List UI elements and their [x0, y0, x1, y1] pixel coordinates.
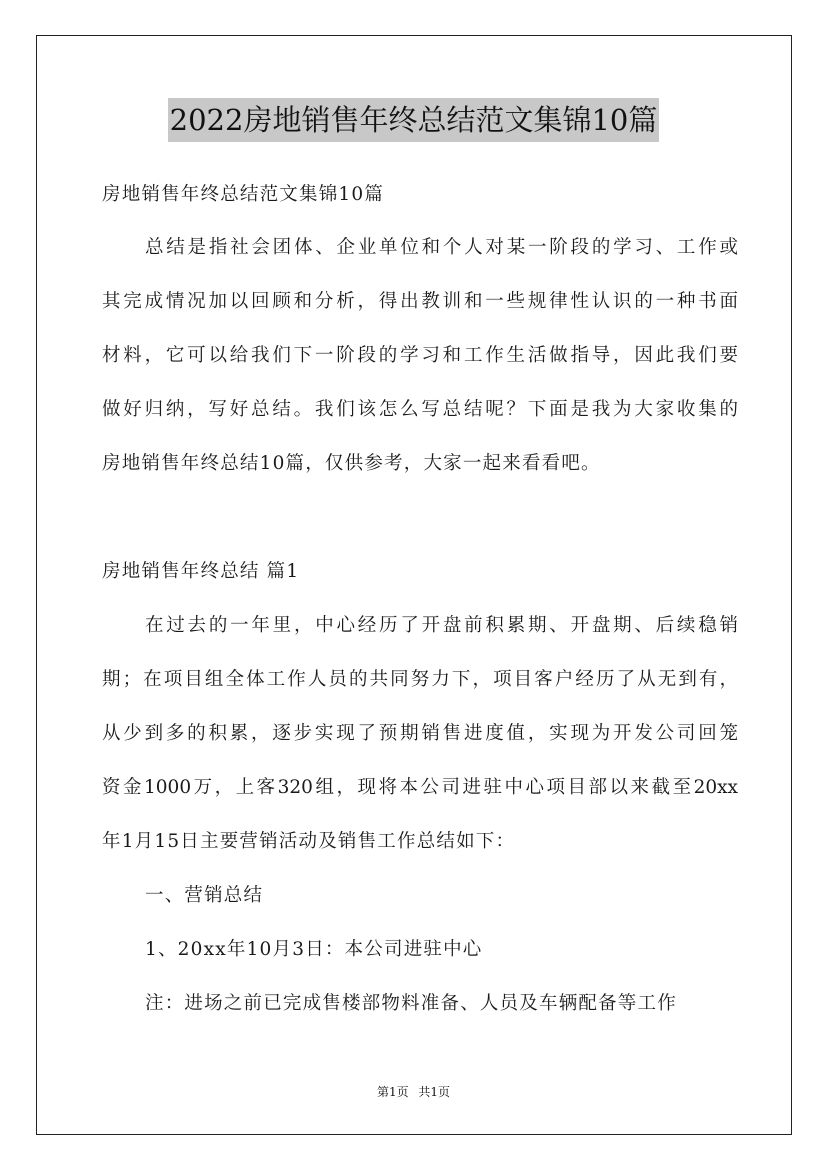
document-title: 2022房地销售年终总结范文集锦10篇: [168, 98, 660, 142]
intro-line-3: 材料，它可以给我们下一阶段的学习和工作生活做指导，因此我们要: [102, 345, 738, 366]
intro-line-1: 总结是指社会团体、企业单位和个人对某一阶段的学习、工作或: [145, 237, 738, 258]
intro-line-5: 房地销售年终总结10篇，仅供参考，大家一起来看看吧。: [102, 453, 601, 474]
body-line-2: 期；在项目组全体工作人员的共同努力下，项目客户经历了从无到有，: [102, 669, 738, 690]
document-subtitle: 房地销售年终总结范文集锦10篇: [102, 184, 385, 205]
marketing-subheading: 一、营销总结: [145, 885, 264, 906]
section-heading: 房地销售年终总结 篇1: [102, 561, 300, 582]
page-number: 第1页: [376, 1085, 409, 1099]
body-line-4: 资金1000万，上客320组，现将本公司进驻中心项目部以来截至20xx: [102, 777, 738, 798]
title-container: [0, 98, 827, 142]
intro-line-4: 做好归纳，写好总结。我们该怎么写总结呢？下面是我为大家收集的: [102, 399, 738, 420]
note-line: 注：进场之前已完成售楼部物料准备、人员及车辆配备等工作: [145, 993, 677, 1014]
total-pages: 共1页: [418, 1085, 451, 1099]
intro-line-2: 其完成情况加以回顾和分析，得出教训和一些规律性认识的一种书面: [102, 291, 738, 312]
body-line-3: 从少到多的积累，逐步实现了预期销售进度值，实现为开发公司回笼: [102, 723, 738, 744]
list-item-1: 1、20xx年10月3日：本公司进驻中心: [145, 939, 483, 960]
body-line-1: 在过去的一年里，中心经历了开盘前积累期、开盘期、后续稳销: [145, 615, 738, 636]
body-line-5: 年1月15日主要营销活动及销售工作总结如下：: [102, 831, 516, 852]
page-footer: [0, 1084, 827, 1100]
